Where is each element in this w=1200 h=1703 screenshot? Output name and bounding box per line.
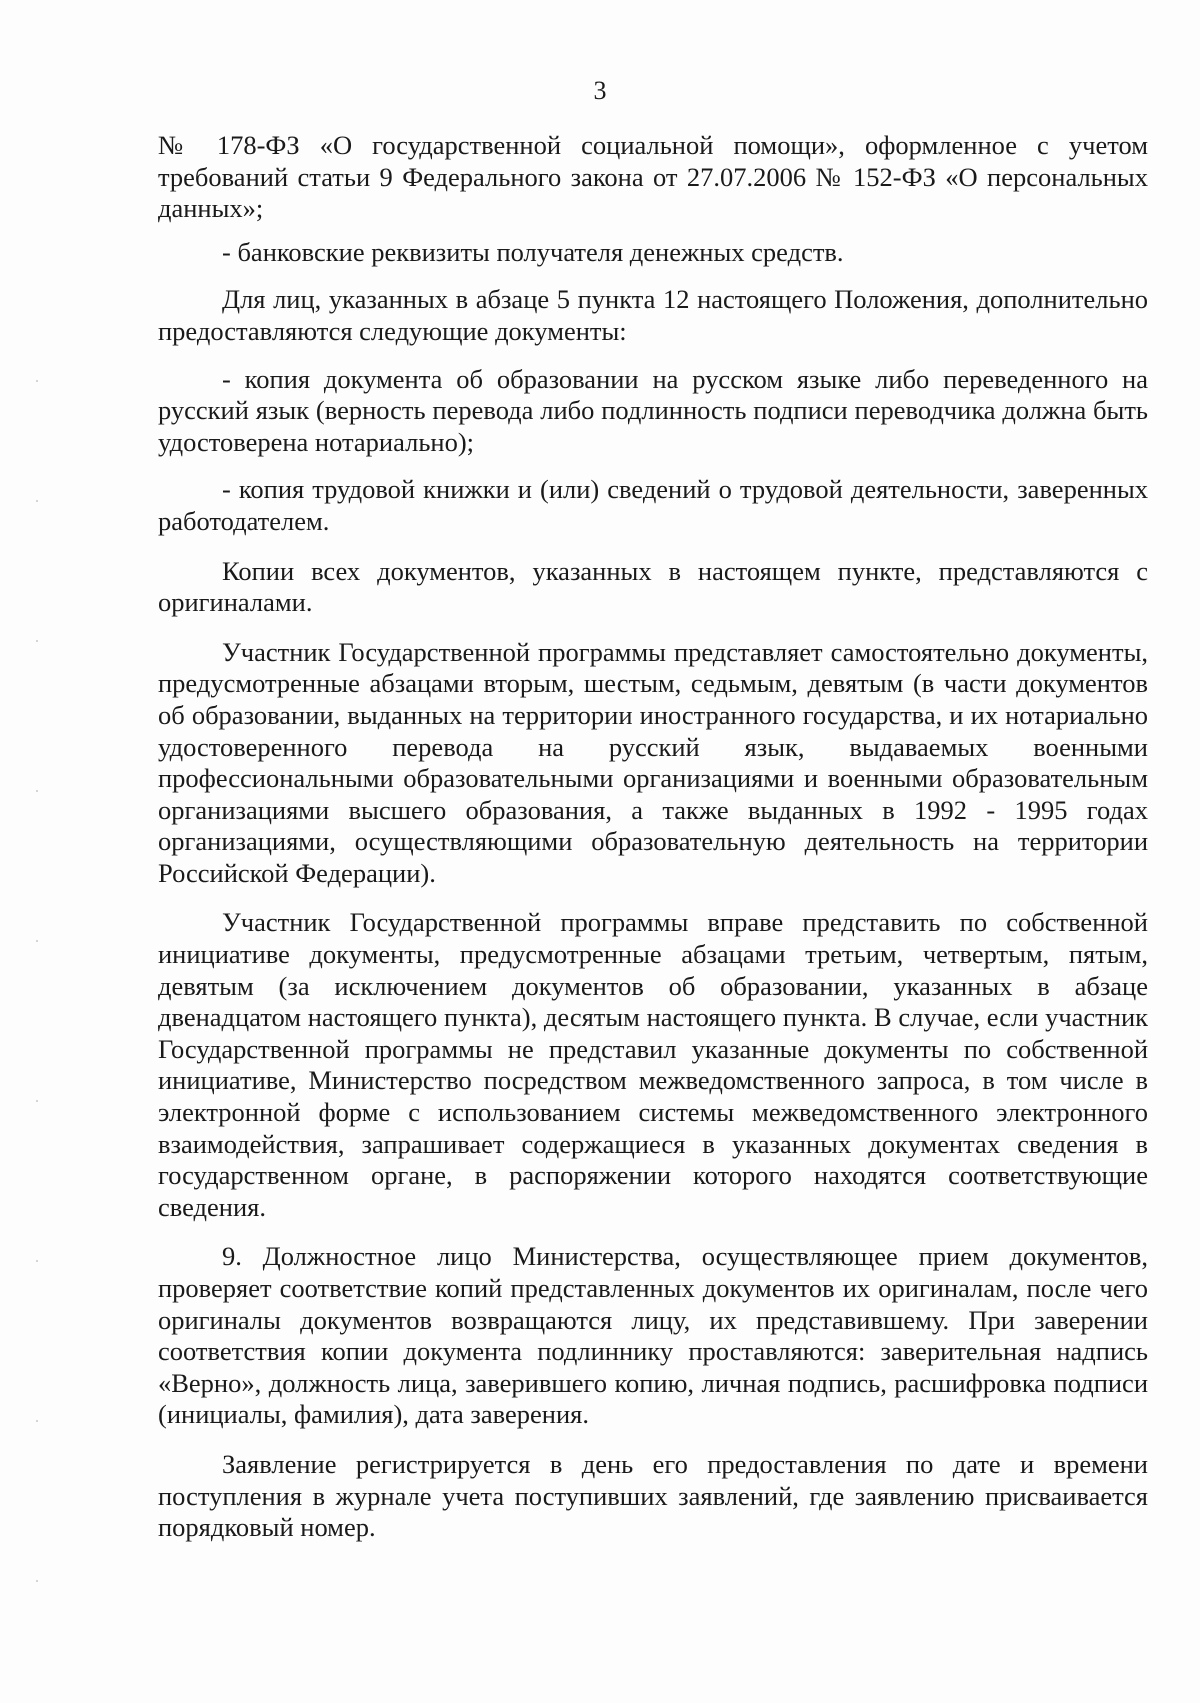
paragraph-bank-details: - банковские реквизиты получателя денежных средств. bbox=[222, 236, 844, 267]
page-number: 3 bbox=[593, 76, 607, 105]
paragraph-continuation: № 178-ФЗ «О государственной социальной помощи», оформленное с учетом требований статьи 9 Федерального закона от 27.07.2006 № 152-ФЗ «О персональных данных»; bbox=[158, 130, 1148, 224]
paragraph-education-copy: - копия документа об образовании на русском языке либо переведенного на русский язык (верность перевода либо подлинность подписи переводчика должна быть удостоверена нотариально); bbox=[158, 363, 1148, 457]
paragraph-clause-9: 9. Должностное лицо Министерства, осуществляющее прием документов, проверяет соответствие копий представленных документов их оригиналам, после чего оригиналы документов возвращаются лицу, их представившему. При заверении соответствия копии документа подлиннику проставляются: заверительная надпись «Верно», должность лица, заверившего копию, личная подпись, расшифровка подписи (инициалы, фамилия), дата заверения. bbox=[158, 1241, 1148, 1430]
paragraph-registration: Заявление регистрируется в день его предоставления по дате и времени поступления в журнале учета поступивших заявлений, где заявлению присваивается порядковый номер. bbox=[158, 1448, 1148, 1543]
paragraph-additional-documents: Для лиц, указанных в абзаце 5 пункта 12 настоящего Положения, дополнительно предоставляются следующие документы: bbox=[158, 284, 1148, 346]
paragraph-participant-submits: Участник Государственной программы представляет самостоятельно документы, предусмотренные абзацами вторым, шестым, седьмым, девятым (в части документов об образовании, выданных на территории иностранного государства, и их нотариально удостоверенного перевода на русский язык, выдаваемых военными профессиональными образовательными организациями и военными образовательным организациями высшего образования, а также выданных в 1992 - 1995 годах организациями, осуществляющими образовательную деятельность на территории Российской Федерации). bbox=[158, 636, 1148, 888]
paragraph-employment-record: - копия трудовой книжки и (или) сведений о трудовой деятельности, заверенных работодателем. bbox=[158, 474, 1148, 536]
binding-edge-marks bbox=[36, 380, 40, 1680]
paragraph-copies-originals: Копии всех документов, указанных в настоящем пункте, представляются с оригиналами. bbox=[158, 555, 1148, 618]
document-body bbox=[158, 130, 1148, 1544]
paragraph-participant-initiative: Участник Государственной программы вправе представить по собственной инициативе документы, предусмотренные абзацами третьим, четвертым, пятым, девятым (за исключением документов об образовании, указанных в абзаце двенадцатом настоящего пункта), десятым настоящего пункта. В случае, если участник Государственной программы не представил указанные документы по собственной инициативе, Министерство посредством межведомственного запроса, в том числе в электронной форме с использованием системы межведомственного электронного взаимодействия, запрашивает содержащиеся в указанных документах сведения в государственном органе, в распоряжении которого находятся соответствующие сведения. bbox=[158, 907, 1148, 1222]
